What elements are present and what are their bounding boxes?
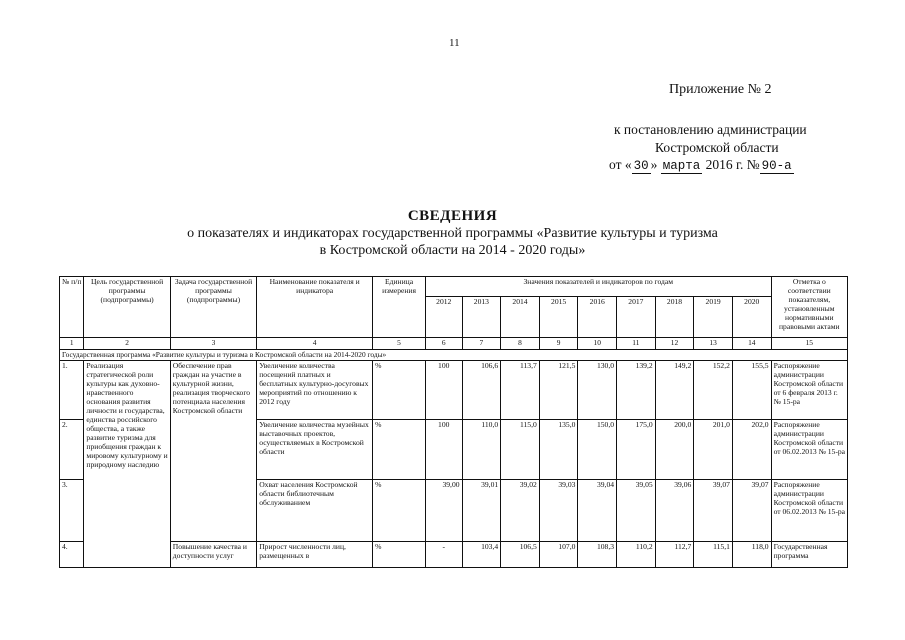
col-number: 10 — [578, 338, 617, 350]
indicator-cell: Увеличение количества музейных выставочных проектов, осуществляемых в Костромской области — [257, 420, 373, 480]
header-year: 2012 — [425, 297, 462, 338]
row-num: 3. — [60, 480, 84, 542]
col-number: 4 — [257, 338, 373, 350]
date-mid: » — [650, 157, 658, 172]
header-year: 2015 — [539, 297, 578, 338]
col-number: 9 — [539, 338, 578, 350]
col-number: 14 — [732, 338, 771, 350]
value-cell: 110,2 — [617, 542, 656, 568]
date-prefix: от « — [609, 157, 632, 172]
task-cell: Повышение качества и доступности услуг — [170, 542, 256, 568]
col-number: 3 — [170, 338, 256, 350]
value-cell: 100 — [425, 420, 462, 480]
header-year: 2020 — [732, 297, 771, 338]
decree-month: марта — [662, 159, 701, 173]
value-cell: 112,7 — [655, 542, 694, 568]
header-unit: Единица измерения — [373, 277, 426, 338]
indicator-cell: Прирост численности лиц, размещенных в — [257, 542, 373, 568]
col-number: 5 — [373, 338, 426, 350]
value-cell: 39,06 — [655, 480, 694, 542]
col-number: 12 — [655, 338, 694, 350]
header-year: 2016 — [578, 297, 617, 338]
value-cell: 201,0 — [694, 420, 733, 480]
header-goal: Цель государственной программы (подпрограммы) — [84, 277, 170, 338]
page-number: 11 — [449, 37, 460, 49]
decree-day: 30 — [633, 159, 649, 173]
value-cell: 106,6 — [462, 361, 501, 420]
value-cell: 152,2 — [694, 361, 733, 420]
header-task: Задача государственной программы (подпрограммы) — [170, 277, 256, 338]
value-cell: 103,4 — [462, 542, 501, 568]
value-cell: 200,0 — [655, 420, 694, 480]
unit-cell: % — [373, 542, 426, 568]
value-cell: 121,5 — [539, 361, 578, 420]
value-cell: 39,05 — [617, 480, 656, 542]
col-number: 13 — [694, 338, 733, 350]
value-cell: 39,03 — [539, 480, 578, 542]
mark-cell: Распоряжение администрации Костромской области от 06.02.2013 № 15-ра — [771, 420, 847, 480]
header-year: 2017 — [617, 297, 656, 338]
header-mark: Отметка о соответствии показателям, установленным нормативными правовыми актами — [771, 277, 847, 338]
unit-cell: % — [373, 480, 426, 542]
document-subtitle-2: в Костромской области на 2014 - 2020 годы» — [319, 243, 586, 258]
document-subtitle-1: о показателях и индикаторах государственной программы «Развитие культуры и туризма — [187, 226, 718, 241]
value-cell: 106,5 — [501, 542, 540, 568]
col-number: 7 — [462, 338, 501, 350]
header-year: 2014 — [501, 297, 540, 338]
header-year: 2019 — [694, 297, 733, 338]
col-number: 6 — [425, 338, 462, 350]
header-year: 2013 — [462, 297, 501, 338]
unit-cell: % — [373, 361, 426, 420]
row-num: 1. — [60, 361, 84, 420]
goal-cell: Реализация стратегической роли культуры как духовно-нравственного основания развития личности и государства, единства российского общества, а также развитие туризма для приобщения граждан к мировому культурному и природному наследию — [84, 361, 170, 568]
mark-cell: Распоряжение администрации Костромской области от 06.02.2013 № 15-ра — [771, 480, 847, 542]
unit-cell: % — [373, 420, 426, 480]
table-row — [60, 542, 848, 568]
col-number: 8 — [501, 338, 540, 350]
value-cell: 39,00 — [425, 480, 462, 542]
value-cell: 149,2 — [655, 361, 694, 420]
appendix-label: Приложение № 2 — [669, 82, 772, 97]
indicator-cell: Увеличение количества посещений платных и бесплатных культурно-досуговых мероприятий по отношению к 2012 году — [257, 361, 373, 420]
value-cell: - — [425, 542, 462, 568]
value-cell: 39,07 — [694, 480, 733, 542]
decree-line-1: к постановлению администрации — [614, 122, 807, 137]
mark-cell: Государственная программа — [771, 542, 847, 568]
task-cell: Обеспечение прав граждан на участие в культурной жизни, реализация творческого потенциала населения Костромской области — [170, 361, 256, 542]
decree-number: 90-а — [761, 159, 792, 173]
value-cell: 202,0 — [732, 420, 771, 480]
col-number: 1 — [60, 338, 84, 350]
decree-year: 2016 г. № — [705, 157, 760, 172]
value-cell: 108,3 — [578, 542, 617, 568]
value-cell: 100 — [425, 361, 462, 420]
header-num: № п/п — [60, 277, 84, 338]
value-cell: 39,01 — [462, 480, 501, 542]
col-number: 2 — [84, 338, 170, 350]
table-row — [60, 361, 848, 420]
section-title: Государственная программа «Развитие культуры и туризма в Костромской области на 2014-2020 годы» — [60, 349, 848, 361]
value-cell: 115,1 — [694, 542, 733, 568]
mark-cell: Распоряжение администрации Костромской области от 6 февраля 2013 г. № 15-ра — [771, 361, 847, 420]
value-cell: 150,0 — [578, 420, 617, 480]
value-cell: 113,7 — [501, 361, 540, 420]
header-year: 2018 — [655, 297, 694, 338]
value-cell: 135,0 — [539, 420, 578, 480]
col-number: 15 — [771, 338, 847, 350]
value-cell: 39,04 — [578, 480, 617, 542]
value-cell: 39,07 — [732, 480, 771, 542]
value-cell: 39,02 — [501, 480, 540, 542]
value-cell: 118,0 — [732, 542, 771, 568]
decree-line-2: Костромской области — [655, 140, 779, 155]
row-num: 2. — [60, 420, 84, 480]
value-cell: 139,2 — [617, 361, 656, 420]
decree-date-line — [609, 157, 794, 173]
indicator-cell: Охват населения Костромской области библиотечным обслуживанием — [257, 480, 373, 542]
value-cell: 130,0 — [578, 361, 617, 420]
header-indicator: Наименование показателя и индикатора — [257, 277, 373, 338]
value-cell: 155,5 — [732, 361, 771, 420]
value-cell: 107,0 — [539, 542, 578, 568]
value-cell: 110,0 — [462, 420, 501, 480]
header-values-group: Значения показателей и индикаторов по годам — [425, 277, 771, 297]
value-cell: 115,0 — [501, 420, 540, 480]
col-number: 11 — [617, 338, 656, 350]
row-num: 4. — [60, 542, 84, 568]
indicators-table — [59, 276, 848, 568]
document-title: СВЕДЕНИЯ — [407, 208, 498, 224]
value-cell: 175,0 — [617, 420, 656, 480]
